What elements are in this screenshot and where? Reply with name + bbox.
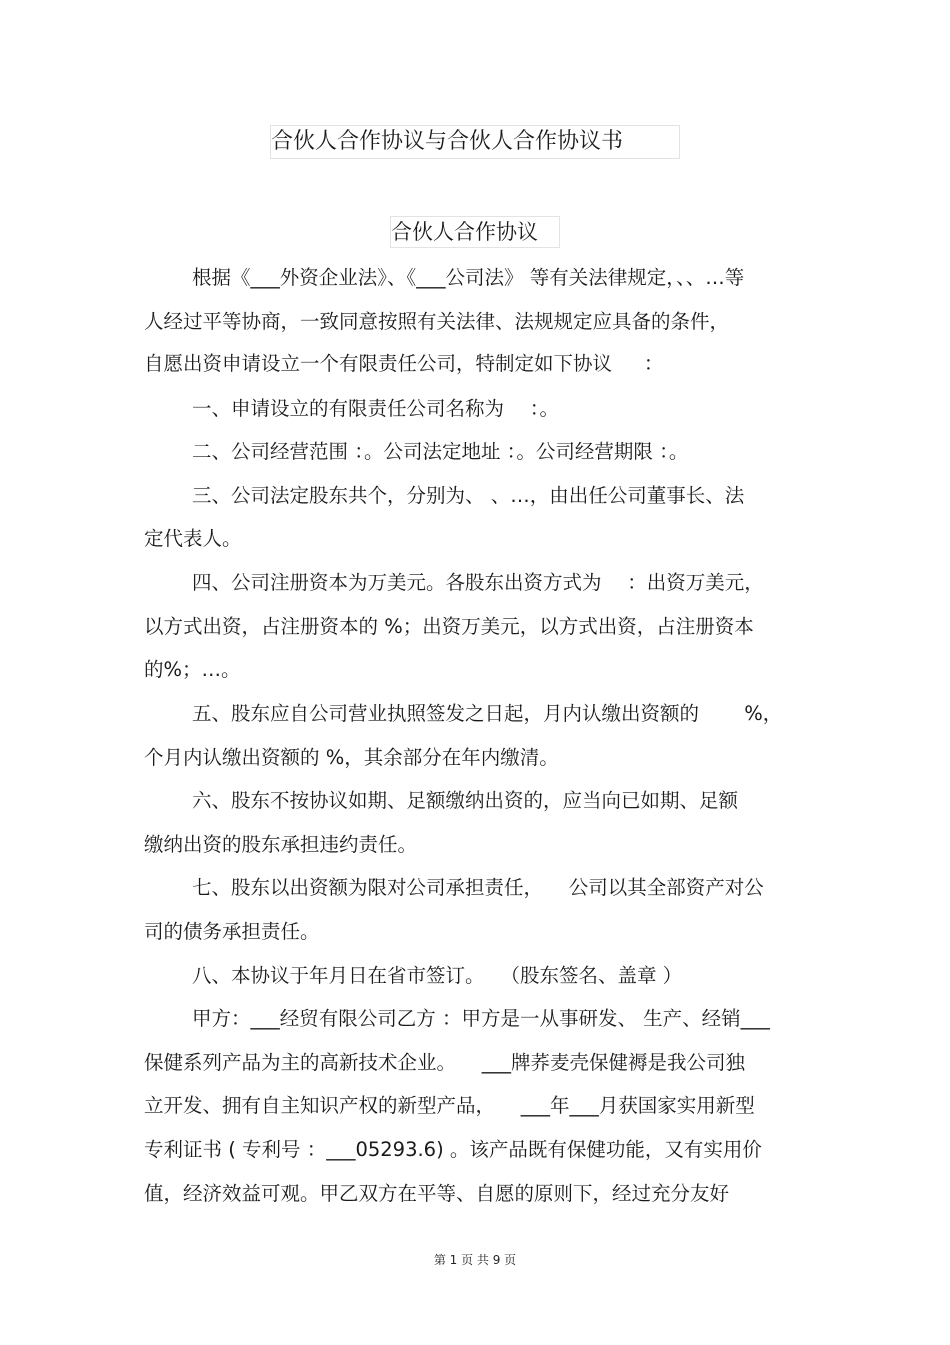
paragraph-line: 的%；…。: [144, 658, 241, 681]
paragraph-line: 缴纳出资的股东承担违约责任。: [144, 833, 418, 856]
paragraph-line: 六、股东不按协议如期、足额缴纳出资的，应当向已如期、足额: [192, 789, 739, 812]
paragraph-line: 八、本协议于年月日在省市签订。 （股东签名、盖章 ）: [192, 964, 683, 987]
paragraph-line: 立开发、拥有自主知识产权的新型产品， ___年___月获国家实用新型: [144, 1094, 755, 1117]
paragraph-line: 专利证书 ( 专利号 ：___05293.6) 。该产品既有保健功能，又有实用价: [144, 1138, 762, 1161]
document-title: 合伙人合作协议与合伙人合作协议书: [270, 125, 680, 159]
paragraph-line: 保健系列产品为主的高新技术企业。 ___牌荞麦壳保健褥是我公司独: [144, 1051, 745, 1074]
paragraph-line: 人经过平等协商，一致同意按照有关法律、法规规定应具备的条件，: [144, 310, 730, 333]
paragraph-line: 值，经济效益可观。甲乙双方在平等、自愿的原则下，经过充分友好: [144, 1182, 730, 1205]
paragraph-line: 定代表人。: [144, 527, 242, 550]
paragraph-line: 甲方：___经贸有限公司乙方 ：甲方是一从事研发、 生产、经销___: [192, 1007, 770, 1030]
paragraph-line: 自愿出资申请设立一个有限责任公司，特制定如下协议 ：: [144, 352, 664, 375]
paragraph-line: 四、公司注册资本为万美元。各股东出资方式为 ：出资万美元，: [192, 571, 764, 594]
paragraph-line: 二、公司经营范围 ：。公司法定地址 ：。公司经营期限 ：。: [192, 440, 689, 463]
paragraph-line: 一、申请设立的有限责任公司名称为 ：。: [192, 397, 559, 420]
paragraph-line: 以方式出资，占注册资本的 %；出资万美元，以方式出资，占注册资本: [144, 615, 754, 638]
paragraph-line: 司的债务承担责任。: [144, 920, 320, 943]
document-subtitle: 合伙人合作协议: [390, 216, 560, 248]
page-number: 第 1 页 共 9 页: [433, 1253, 517, 1267]
paragraph-line: 五、股东应自公司营业执照签发之日起，月内认缴出资额的 %，: [192, 702, 783, 725]
paragraph-line: 根据《___外资企业法》、《___公司法》 等有关法律规定，、、…等: [192, 266, 745, 289]
paragraph-line: 三、公司法定股东共个，分别为、 、…，由出任公司董事长、法: [192, 484, 745, 507]
paragraph-line: 个月内认缴出资额的 %，其余部分在年内缴清。: [144, 746, 559, 769]
paragraph-line: 七、股东以出资额为限对公司承担责任， 公司以其全部资产对公: [192, 876, 764, 899]
